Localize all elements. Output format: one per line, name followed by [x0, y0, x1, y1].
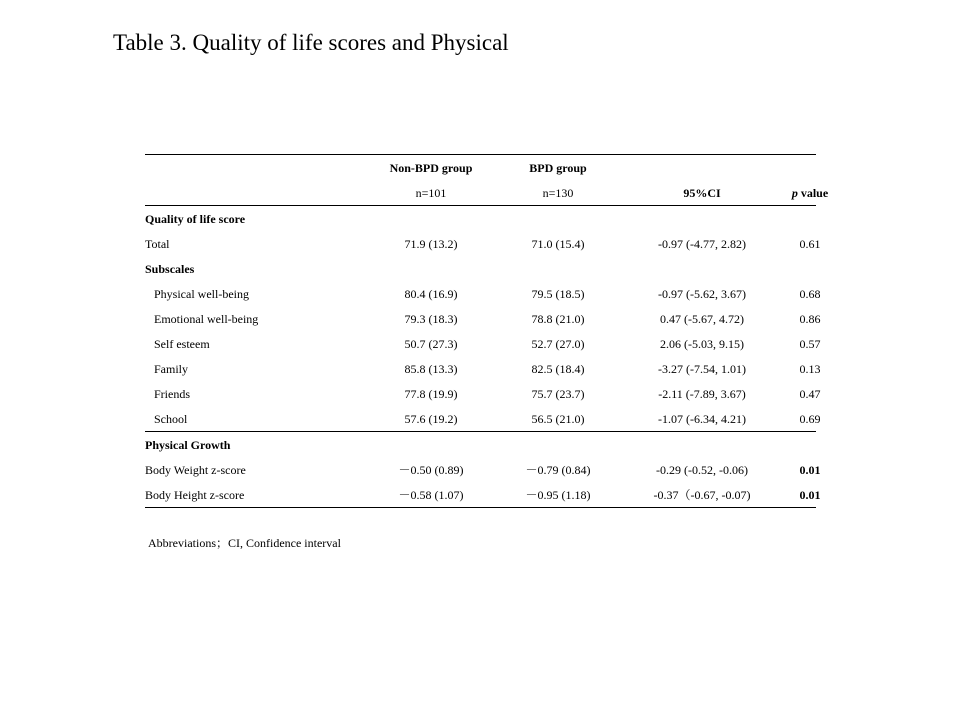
- header-row-n: [145, 180, 829, 206]
- section-qol: [145, 206, 816, 231]
- p-value: 0.68: [799, 287, 821, 301]
- header-p-value: [735, 180, 885, 205]
- header-bpd-group: BPD group: [529, 161, 587, 175]
- header-p-rest: value: [797, 186, 829, 200]
- row-label: Body Height z-score: [145, 488, 245, 502]
- ci-value: -0.97 (-5.62, 3.67): [658, 287, 746, 301]
- row-label: Friends: [154, 387, 190, 401]
- non-bpd-value: 79.3 (18.3): [404, 312, 458, 326]
- header-p-italic: p: [791, 186, 798, 200]
- table-row: [145, 281, 821, 306]
- section-growth: [145, 432, 816, 457]
- ci-value: 2.06 (-5.03, 9.15): [660, 337, 744, 351]
- non-bpd-value: 57.6 (19.2): [404, 412, 458, 426]
- bpd-value: 75.7 (23.7): [531, 387, 585, 401]
- header-non-bpd-group: Non-BPD group: [389, 161, 473, 175]
- non-bpd-value: 80.4 (16.9): [404, 287, 458, 301]
- ci-value: -0.29 (-0.52, -0.06): [656, 463, 748, 477]
- ci-value: -3.27 (-7.54, 1.01): [658, 362, 746, 376]
- p-value: 0.13: [799, 362, 821, 376]
- table-row: [145, 356, 821, 381]
- table-row: [145, 306, 821, 331]
- non-bpd-value: 85.8 (13.3): [404, 362, 458, 376]
- bpd-value: －0.95 (1.18): [525, 488, 591, 502]
- abbreviations-note: Abbreviations；CI, Confidence interval: [148, 536, 341, 550]
- bpd-value: 79.5 (18.5): [531, 287, 585, 301]
- p-value: 0.01: [799, 488, 821, 502]
- header-non-bpd-n: n=101: [415, 186, 447, 200]
- p-value: 0.86: [799, 312, 821, 326]
- row-label: Body Weight z-score: [145, 463, 246, 477]
- section-label: Physical Growth: [145, 438, 231, 452]
- p-value: 0.69: [799, 412, 821, 426]
- bpd-value: 82.5 (18.4): [531, 362, 585, 376]
- ci-value: -2.11 (-7.89, 3.67): [658, 387, 746, 401]
- bpd-value: 78.8 (21.0): [531, 312, 585, 326]
- row-label: Emotional well-being: [154, 312, 259, 326]
- bpd-value: 71.0 (15.4): [531, 237, 585, 251]
- non-bpd-value: 50.7 (27.3): [404, 337, 458, 351]
- header-row-groups: [145, 155, 816, 180]
- section-label: Subscales: [145, 262, 195, 276]
- non-bpd-value: 77.8 (19.9): [404, 387, 458, 401]
- ci-value: -0.37（-0.67, -0.07): [653, 488, 751, 502]
- table-row: [145, 482, 821, 507]
- row-label: Family: [154, 362, 189, 376]
- results-table: [145, 154, 829, 508]
- bpd-value: 52.7 (27.0): [531, 337, 585, 351]
- non-bpd-value: 71.9 (13.2): [404, 237, 458, 251]
- ci-value: -0.97 (-4.77, 2.82): [658, 237, 746, 251]
- table-row: [145, 381, 821, 406]
- non-bpd-value: －0.58 (1.07): [398, 488, 464, 502]
- bpd-value: －0.79 (0.84): [525, 463, 591, 477]
- table-row: [145, 457, 821, 482]
- ci-value: -1.07 (-6.34, 4.21): [658, 412, 746, 426]
- ci-value: 0.47 (-5.67, 4.72): [660, 312, 744, 326]
- p-value: 0.47: [799, 387, 821, 401]
- p-value: 0.57: [799, 337, 821, 351]
- p-value: 0.61: [799, 237, 821, 251]
- table-row: [145, 406, 821, 432]
- non-bpd-value: －0.50 (0.89): [398, 463, 464, 477]
- table-title: Table 3. Quality of life scores and Physical: [113, 30, 509, 55]
- header-ci: 95%CI: [683, 186, 721, 200]
- header-bpd-n: n=130: [542, 186, 574, 200]
- table-row: [145, 231, 821, 256]
- p-value: 0.01: [799, 463, 821, 477]
- row-label: School: [154, 412, 188, 426]
- section-label: Quality of life score: [145, 212, 246, 226]
- table-row: [145, 331, 821, 356]
- row-label: Self esteem: [154, 337, 210, 351]
- row-label: Total: [145, 237, 170, 251]
- section-subscales: [145, 256, 816, 281]
- bpd-value: 56.5 (21.0): [531, 412, 585, 426]
- row-label: Physical well-being: [154, 287, 249, 301]
